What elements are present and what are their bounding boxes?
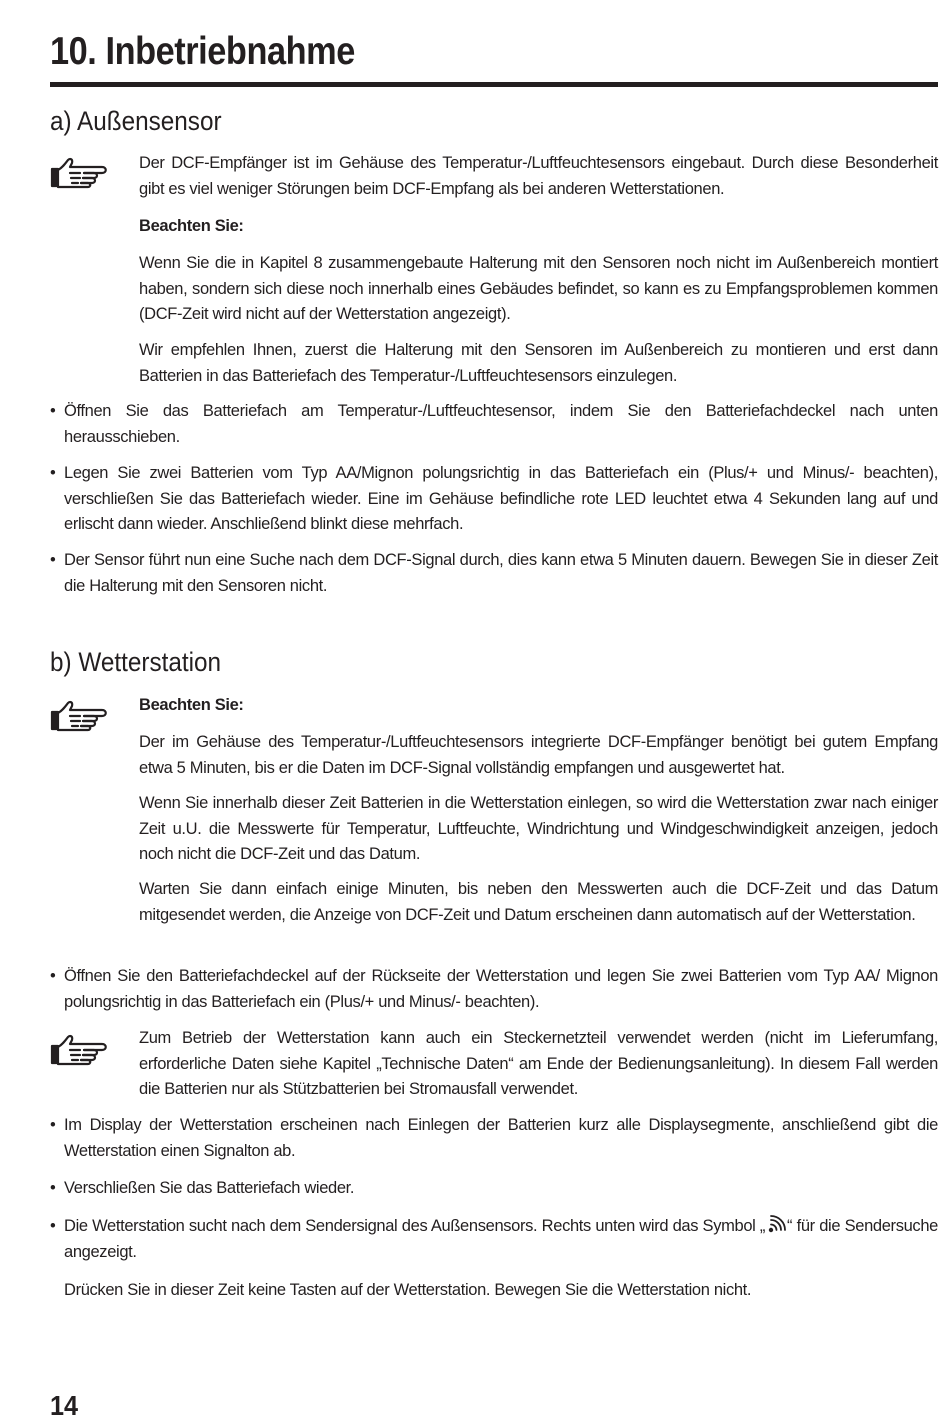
section-a-note-p3: Wir empfehlen Ihnen, zuerst die Halterung mit den Sensoren im Außenbereich zu montieren und erst dann Batterien in das Batteriefach des Temperatur-/Luftfeuchtesensors einzulegen. — [139, 341, 938, 385]
bullet-text: Verschließen Sie das Batteriefach wieder. — [64, 1179, 355, 1197]
section-b-note-p1: Der im Gehäuse des Temperatur-/Luftfeuchtesensors integrierte DCF-Empfänger benötigt bei gutem Empfang etwa 5 Minuten, bis er die Daten im DCF-Signal vollständig empfangen und ausgewertet hat. — [139, 733, 938, 777]
title-rule — [50, 82, 938, 87]
pointing-hand-icon — [50, 699, 112, 733]
bullet-marker: • — [50, 551, 56, 569]
section-a-beachten-label: Beachten Sie: — [139, 217, 244, 235]
pointing-hand-icon — [50, 156, 112, 190]
section-b-note-p3: Warten Sie dann einfach einige Minuten, bis neben den Messwerten auch die DCF-Zeit und das Datum mitgesendet werden, die Anzeige von DCF-Zeit und Datum erscheinen dann automatisch auf der Wetterstation. — [139, 880, 938, 924]
pointing-hand-icon — [50, 1033, 112, 1067]
bullet-marker: • — [50, 1179, 56, 1197]
bullet-text-after: “ für die Sendersuche angezeigt. — [64, 1217, 938, 1261]
bullet-text: Öffnen Sie den Batteriefachdeckel auf der Rückseite der Wetterstation und legen Sie zwei Batterien vom Typ AA/ Mignon polungsrichtig in das Batteriefach ein (Plus/+ und Minus/- beachten). — [64, 967, 938, 1011]
signal-search-icon — [765, 1215, 787, 1235]
section-b-beachten-label: Beachten Sie: — [139, 696, 244, 714]
page-number: 14 — [50, 1390, 79, 1421]
list-item — [50, 964, 938, 1015]
list-item — [50, 548, 938, 599]
bullet-text — [64, 1214, 938, 1265]
list-item — [50, 461, 938, 538]
section-a-note-text: Der DCF-Empfänger ist im Gehäuse des Temperatur-/Luftfeuchtesensors eingebaut. Durch diese Besonderheit gibt es viel weniger Störungen beim DCF-Empfang als bei anderen Wetterstationen. — [139, 154, 938, 198]
bullet-text: Im Display der Wetterstation erscheinen nach Einlegen der Batterien kurz alle Displaysegmente, anschließend gibt die Wetterstation einen Signalton ab. — [64, 1116, 938, 1160]
bullet-marker: • — [50, 464, 56, 482]
list-item — [50, 1176, 938, 1202]
bullet-text: Der Sensor führt nun eine Suche nach dem DCF-Signal durch, dies kann etwa 5 Minuten dauern. Bewegen Sie in dieser Zeit die Halterung mit den Sensoren nicht. — [64, 551, 938, 595]
bullet-marker: • — [50, 1116, 56, 1134]
section-b-bullet4-p2: Drücken Sie in dieser Zeit keine Tasten auf der Wetterstation. Bewegen Sie die Wetterstation nicht. — [64, 1281, 752, 1299]
section-a-note-p2: Wenn Sie die in Kapitel 8 zusammengebaute Halterung mit den Sensoren noch nicht im Außenbereich montiert haben, sondern sich diese noch innerhalb eines Gebäudes befindet, so kann es zu Empfangsproblemen kommen (DCF-Zeit wird nicht auf der Wetterstation angezeigt). — [139, 254, 938, 323]
bullet-text-before: Die Wetterstation sucht nach dem Sendersignal des Außensensors. Rechts unten wird das Symbol „ — [64, 1217, 766, 1235]
bullet-text: Öffnen Sie das Batteriefach am Temperatur-/Luftfeuchtesensor, indem Sie den Batteriefachdeckel nach unten herausschieben. — [64, 402, 938, 446]
bullet-marker: • — [50, 1217, 56, 1235]
bullet-text: Legen Sie zwei Batterien vom Typ AA/Mignon polungsrichtig in das Batteriefach ein (Plus/+ und Minus/- beachten), verschließen Sie das Batteriefach wieder. Eine im Gehäuse befindliche rote LED leuchtet etwa 4 Sekunden lang auf und erlischt dann wieder. Anschließend blinkt diese mehrfach. — [64, 464, 938, 533]
section-b-note2: Zum Betrieb der Wetterstation kann auch ein Steckernetzteil verwendet werden (nicht im Lieferumfang, erforderliche Daten siehe Kapitel „Technische Daten“ am Ende der Bedienungsanleitung). In diesem Fall werden die Batterien nur als Stützbatterien bei Stromausfall verwendet. — [139, 1029, 938, 1098]
list-item — [50, 1113, 938, 1164]
bullet-marker: • — [50, 967, 56, 985]
page-title: 10. Inbetriebnahme — [50, 30, 355, 73]
bullet-marker: • — [50, 402, 56, 420]
section-a-heading: a) Außensensor — [50, 106, 222, 136]
list-item — [50, 399, 938, 450]
list-item — [50, 1214, 938, 1265]
section-b-heading: b) Wetterstation — [50, 647, 222, 677]
section-b-note-p2: Wenn Sie innerhalb dieser Zeit Batterien in die Wetterstation einlegen, so wird die Wetterstation zwar nach einiger Zeit u.U. die Messwerte für Temperatur, Luftfeuchte, Windrichtung und Windgeschwindigkeit anzeigen, jedoch noch nicht die DCF-Zeit und das Datum. — [139, 794, 938, 863]
